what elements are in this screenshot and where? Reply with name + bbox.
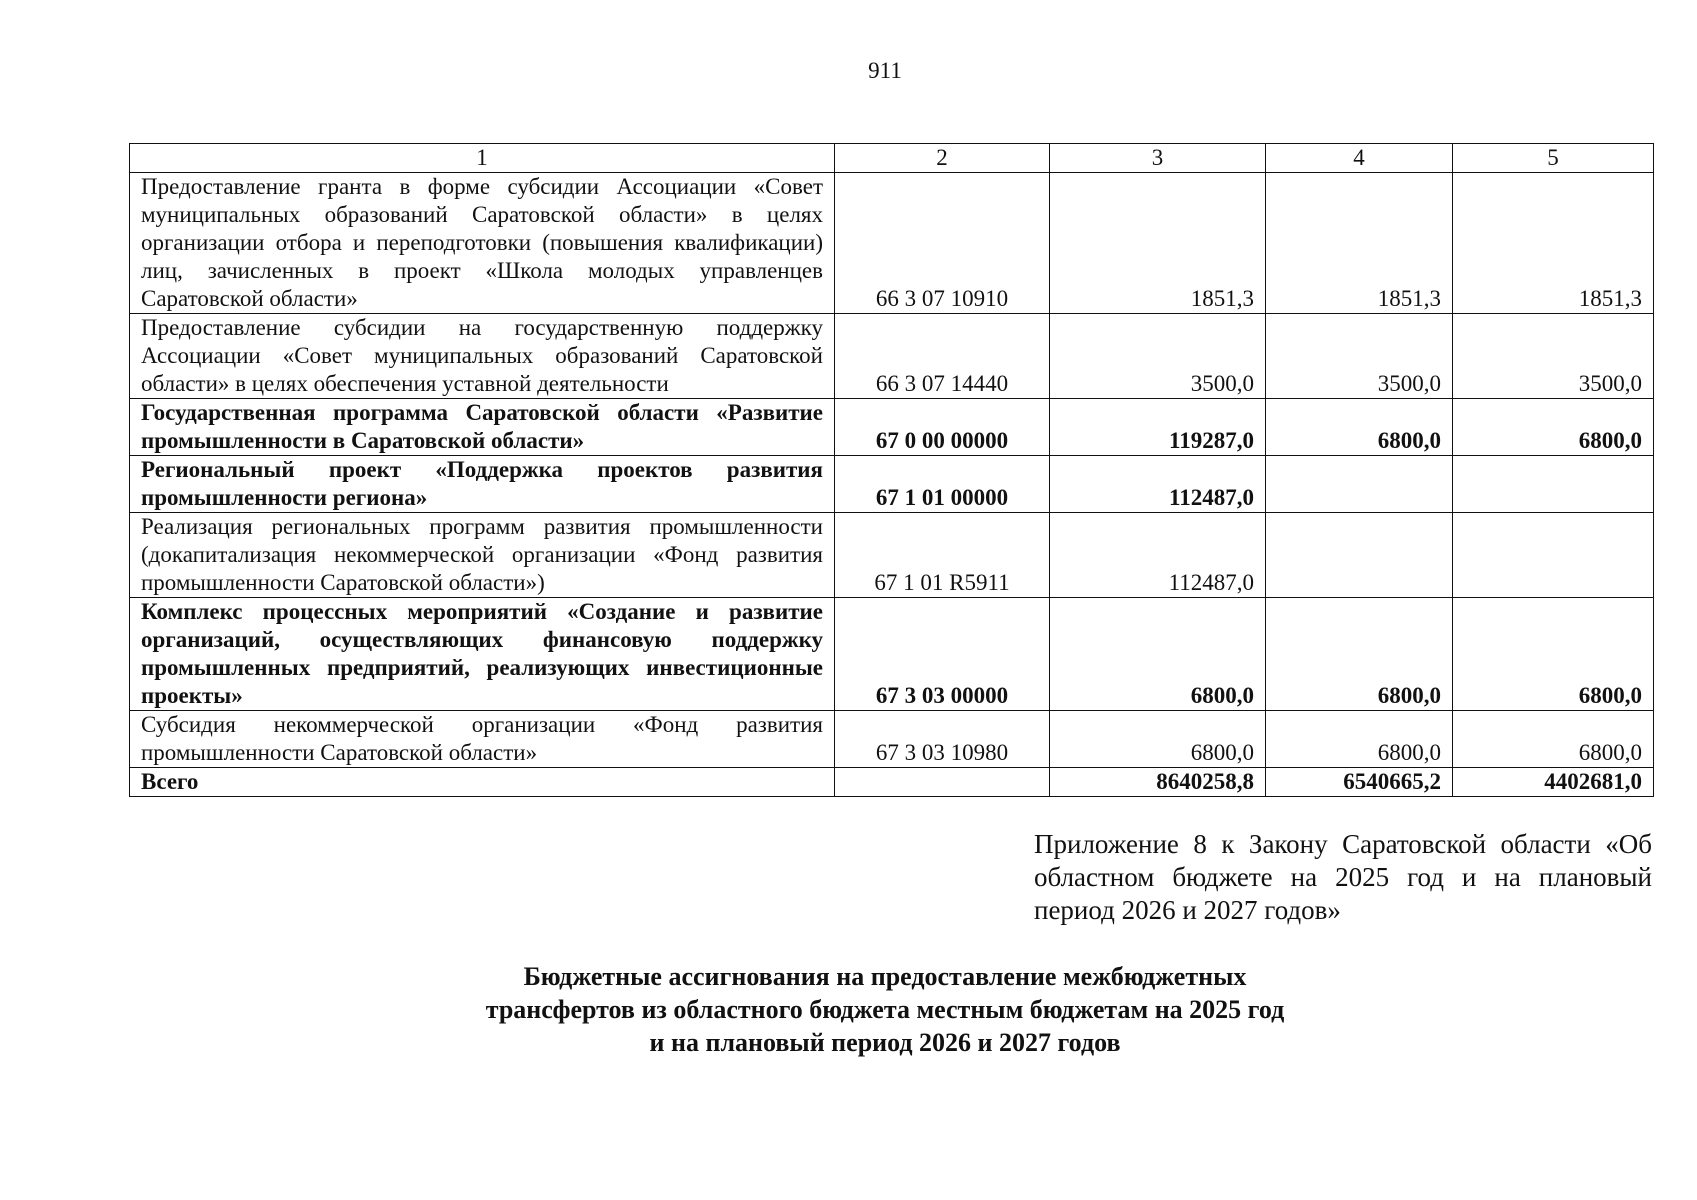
row-code: 66 3 07 14440 <box>835 314 1050 399</box>
column-header: 2 <box>835 144 1050 173</box>
row-value-2025: 3500,0 <box>1050 314 1266 399</box>
column-header: 3 <box>1050 144 1266 173</box>
row-value-2027: 6800,0 <box>1453 711 1654 768</box>
row-value-2025: 6800,0 <box>1050 598 1266 711</box>
table-header-row <box>130 144 1654 173</box>
table-row <box>130 173 1654 314</box>
row-name: Региональный проект «Поддержка проектов развития промышленности региона» <box>130 456 835 513</box>
row-value-2026: 1851,3 <box>1266 173 1453 314</box>
row-name: Субсидия некоммерческой организации «Фонд развития промышленности Саратовской области» <box>130 711 835 768</box>
row-value-2025: 119287,0 <box>1050 399 1266 456</box>
row-value-2026: 6540665,2 <box>1266 768 1453 797</box>
row-name: Предоставление гранта в форме субсидии Ассоциации «Совет муниципальных образований Саратовской области» в целях организации отбора и переподготовки (повышения квалификации) лиц, зачисленных в проект «Школа молодых управленцев Саратовской области» <box>130 173 835 314</box>
row-name: Реализация региональных программ развития промышленности (докапитализация некоммерческой организации «Фонд развития промышленности Саратовской области») <box>130 513 835 598</box>
column-header: 5 <box>1453 144 1654 173</box>
row-code: 67 1 01 R5911 <box>835 513 1050 598</box>
row-value-2025: 112487,0 <box>1050 513 1266 598</box>
row-code: 67 3 03 00000 <box>835 598 1050 711</box>
table-row <box>130 399 1654 456</box>
row-name: Предоставление субсидии на государственную поддержку Ассоциации «Совет муниципальных образований Саратовской области» в целях обеспечения уставной деятельности <box>130 314 835 399</box>
row-name: Государственная программа Саратовской области «Развитие промышленности в Саратовской области» <box>130 399 835 456</box>
row-code: 67 3 03 10980 <box>835 711 1050 768</box>
row-code <box>835 768 1050 797</box>
row-code: 66 3 07 10910 <box>835 173 1050 314</box>
document-title-line: трансфертов из областного бюджета местным бюджетам на 2025 год <box>485 995 1285 1024</box>
row-value-2027: 3500,0 <box>1453 314 1654 399</box>
row-value-2027: 6800,0 <box>1453 598 1654 711</box>
row-name: Комплекс процессных мероприятий «Создание и развитие организаций, осуществляющих финансовую поддержку промышленных предприятий, реализующих инвестиционные проекты» <box>130 598 835 711</box>
row-value-2027 <box>1453 456 1654 513</box>
row-value-2025: 1851,3 <box>1050 173 1266 314</box>
row-value-2027 <box>1453 513 1654 598</box>
budget-table <box>129 143 1654 797</box>
row-value-2027: 6800,0 <box>1453 399 1654 456</box>
table-row <box>130 513 1654 598</box>
document-title-line: и на плановый период 2026 и 2027 годов <box>649 1028 1121 1057</box>
row-code: 67 0 00 00000 <box>835 399 1050 456</box>
row-value-2025: 8640258,8 <box>1050 768 1266 797</box>
table-row <box>130 598 1654 711</box>
row-value-2025: 112487,0 <box>1050 456 1266 513</box>
appendix-note: Приложение 8 к Закону Саратовской области «Об областном бюджете на 2025 год и на плановый период 2026 и 2027 годов» <box>1034 829 1652 925</box>
table-row <box>130 314 1654 399</box>
table-total-row <box>130 768 1654 797</box>
row-value-2027: 1851,3 <box>1453 173 1654 314</box>
row-value-2026: 6800,0 <box>1266 711 1453 768</box>
table-row <box>130 711 1654 768</box>
row-value-2026: 6800,0 <box>1266 399 1453 456</box>
row-value-2026: 6800,0 <box>1266 598 1453 711</box>
document-title-line: Бюджетные ассигнования на предоставление межбюджетных <box>523 962 1247 991</box>
page-number: 911 <box>868 58 902 83</box>
document-title <box>0 960 1697 1059</box>
row-value-2026: 3500,0 <box>1266 314 1453 399</box>
table-row <box>130 456 1654 513</box>
row-code: 67 1 01 00000 <box>835 456 1050 513</box>
row-value-2025: 6800,0 <box>1050 711 1266 768</box>
row-value-2026 <box>1266 513 1453 598</box>
column-header: 1 <box>130 144 835 173</box>
column-header: 4 <box>1266 144 1453 173</box>
row-value-2026 <box>1266 456 1453 513</box>
row-value-2027: 4402681,0 <box>1453 768 1654 797</box>
row-name: Всего <box>130 768 835 797</box>
